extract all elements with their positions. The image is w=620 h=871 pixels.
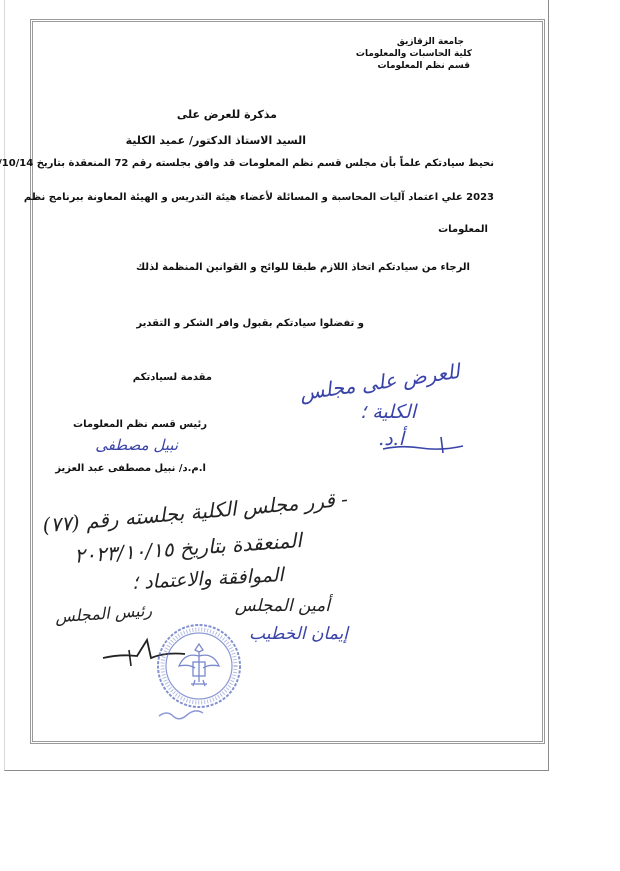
department-head-title: رئيس قسم نظم المعلومات	[73, 419, 207, 430]
memo-body-line-3: المعلومات	[438, 224, 488, 235]
memo-title: مذكرة للعرض على	[176, 108, 277, 121]
official-seal	[155, 622, 243, 710]
memo-request: الرجاء من سيادتكم اتخاذ اللازم طبقا للوائح و القوانين المنظمة لذلك	[136, 262, 470, 273]
memo-body-line-2: 2023 علي اعتماد آليات المحاسبة و المسائلة لأعضاء هيئة التدريس و الهيئة المعاونة ببرنامج نظم	[23, 192, 494, 203]
memo-body-line-1: نحيط سيادتكم علماً بأن مجلس قسم نظم المعلومات قد وافق بجلسته رقم 72 المنعقدة بتاريخ 10/14	[1, 158, 494, 169]
decision-line-3: الموافقة والاعتماد ؛	[131, 564, 285, 594]
faculty-name: كلية الحاسبات والمعلومات	[355, 49, 472, 59]
department-head-signature: نبيل مصطفى	[95, 436, 178, 454]
handwritten-note-flourish	[381, 433, 465, 457]
chair-title: رئيس المجلس	[54, 600, 153, 627]
handwritten-note-line-3: أ.د.	[378, 428, 404, 450]
decision-line-2: المنعقدة بتاريخ ٢٠٢٣/١٠/١٥	[73, 528, 303, 568]
document-page	[1, 0, 549, 771]
handwritten-note-line-2: الكلية ؛	[360, 401, 416, 423]
department-head-name: ا.م.د/ نبيل مصطفى عبد العزيز	[55, 463, 206, 474]
memo-submitted: مقدمة لسيادتكم	[132, 372, 212, 383]
memo-closing: و تفضلوا سيادتكم بقبول وافر الشكر و التقدير	[136, 318, 364, 329]
memo-addressee: السيد الاستاذ الدكتور/ عميد الكلية	[125, 134, 306, 147]
handwritten-note-line-1: للعرض على مجلس	[297, 358, 461, 406]
department-name: قسم نظم المعلومات	[377, 61, 470, 71]
university-name: جامعة الزقازيق	[396, 37, 464, 47]
decision-line-1: - قرر مجلس الكلية بجلسته رقم (٧٧)	[41, 486, 349, 538]
secretary-name: إيمان الخطيب	[249, 624, 348, 644]
seal-stamp-text	[157, 706, 207, 722]
eagle-emblem	[179, 644, 219, 686]
secretary-title: أمين المجلس	[234, 596, 330, 616]
